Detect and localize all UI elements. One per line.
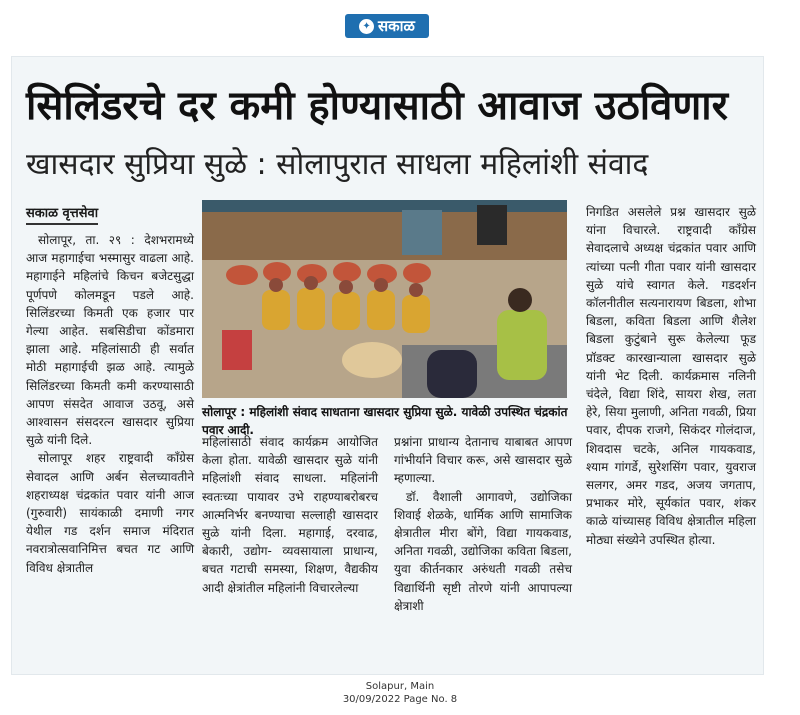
sakal-logo [345,14,429,38]
photo-caption: सोलापूर : महिलांशी संवाद साधताना खासदार सुप्रिया सुळे. यावेळी उपस्थित चंद्रकांत पवार आदी. [202,405,568,437]
paragraph: प्रश्नांना प्राधान्य देतानाच याबाबत आपण गांभीर्याने विचार करू, असे खासदार सुळे म्हणाल्या. [394,435,572,486]
headline: सिलिंडरचे दर कमी होण्यासाठी आवाज उठविणार [26,83,728,129]
byline: सकाळ वृत्तसेवा [26,203,98,225]
article-column-1 [26,231,194,577]
article-column-3 [394,433,572,615]
event-photo-illustration [202,200,567,398]
paragraph: निगडित असलेले प्रश्न खासदार सुळे यांना विचारले. राष्ट्रवादी कॉंग्रेस सेवादलाचे अध्यक्ष चंद्रकांत पवार आणि त्यांच्या पत्नी गीता पवार यांनी खासदार सुळे यांचे स्वागत केले. गडदर्शन कॉलनीतील सत्यनारायण बिडला, शोभा बिडला, कविता बिडला आणि शैलेश बिडला कुटुंबाने सुरू केलेल्या फूड प्रॉडक्ट कारखान्याला खासदार सुळे यांनी भेट दिली. कार्यक्रमास नलिनी चंदेले, विद्या शिंदे, सायरा शेख, लता हेरे, सिया मुलाणी, अनिता गवळी, प्रिया पवार, दीपक राजगे, सिकंदर गोलंदाज, शिवदास चटके, अनिल गायकवाड, श्याम गांगर्डे, सुरेशसिंग पवार, युवराज सलगर, अमर गडद, अजय जगताप, प्रभाकर मोरे, सूर्यकांत पवार, शंकर काळे यांच्यासह विविध क्षेत्रातील महिला मोठ्या संख्येने उपस्थित होत्या. [586,205,756,547]
footer-edition: Solapur, Main [365,681,435,692]
article-column-2 [202,433,378,597]
paragraph: डॉ. वैशाली आगावणे, उद्योजिका शिवाई शेळके, धार्मिक आणि सामाजिक क्षेत्रातील मीरा बोंगे, विद्या गायकवाड, अनिता गवळी, उद्योजिका कविता बिडला, युवा कीर्तनकार अरुंधती गवळी तसेच विद्यार्थिनी सृष्टी तोरणे यांनी आपापल्या क्षेत्राशी [394,489,572,613]
article-column-4 [586,203,756,549]
logo-emblem-icon: ✦ [359,19,374,34]
paragraph: महिलांसाठी संवाद कार्यक्रम आयोजित केला होता. यावेळी खासदार सुळे यांनी महिलांशी संवाद साधला. महिलांनी स्वतःच्या पायावर उभे राहण्याबरोबरच आत्मनिर्भर बनण्याचा सल्लाही खासदार सुळे यांनी दिला. महागाई, दरवाढ, बेकारी, उद्योग- व्यवसायाला प्राधान्य, बचत गटाची समस्या, शिक्षण, वैद्यकीय आदी क्षेत्रांतील महिलांनी विचारलेल्या [202,435,378,595]
subheadline: खासदार सुप्रिया सुळे : सोलापुरात साधला महिलांशी संवाद [26,147,649,182]
event-photo [202,200,567,398]
logo-text: सकाळ [378,17,415,35]
footer-date-page: 30/09/2022 Page No. 8 [342,694,458,705]
paragraph: सोलापूर शहर राष्ट्रवादी कॉंग्रेस सेवादल आणि अर्बन सेलच्यावतीने शहराध्यक्ष चंद्रकांत पवार यांनी आज (गुरुवारी) सायंकाळी दमाणी नगर येथील गड दर्शन समाज मंदिरात नवरात्रोत्सवानिमित्त बचत गट आणि विविध क्षेत्रातील [26,451,194,575]
newspaper-clipping [11,56,764,675]
paragraph: सोलापूर, ता. २९ : देशभरामध्ये आज महागाईचा भस्मासुर वाढला आहे. महागाईने महिलांचे किचन बजेटसुद्धा पूर्णपणे कोलमडून पडले आहे. सिलिंडरच्या किमती एक हजार पार गेल्या आहेत. सबसिडीचा कोंडमारा झाला आहे. महिलांसाठी ही सर्वात मोठी महागाईची झळ आहे. त्यामुळे सिलिंडरच्या किमती कमी करण्यासाठी आपण संसदेत आवाज उठवू, असे आश्वासन संसदरत्न खासदार सुप्रिया सुळे यांनी दिले. [26,233,194,448]
